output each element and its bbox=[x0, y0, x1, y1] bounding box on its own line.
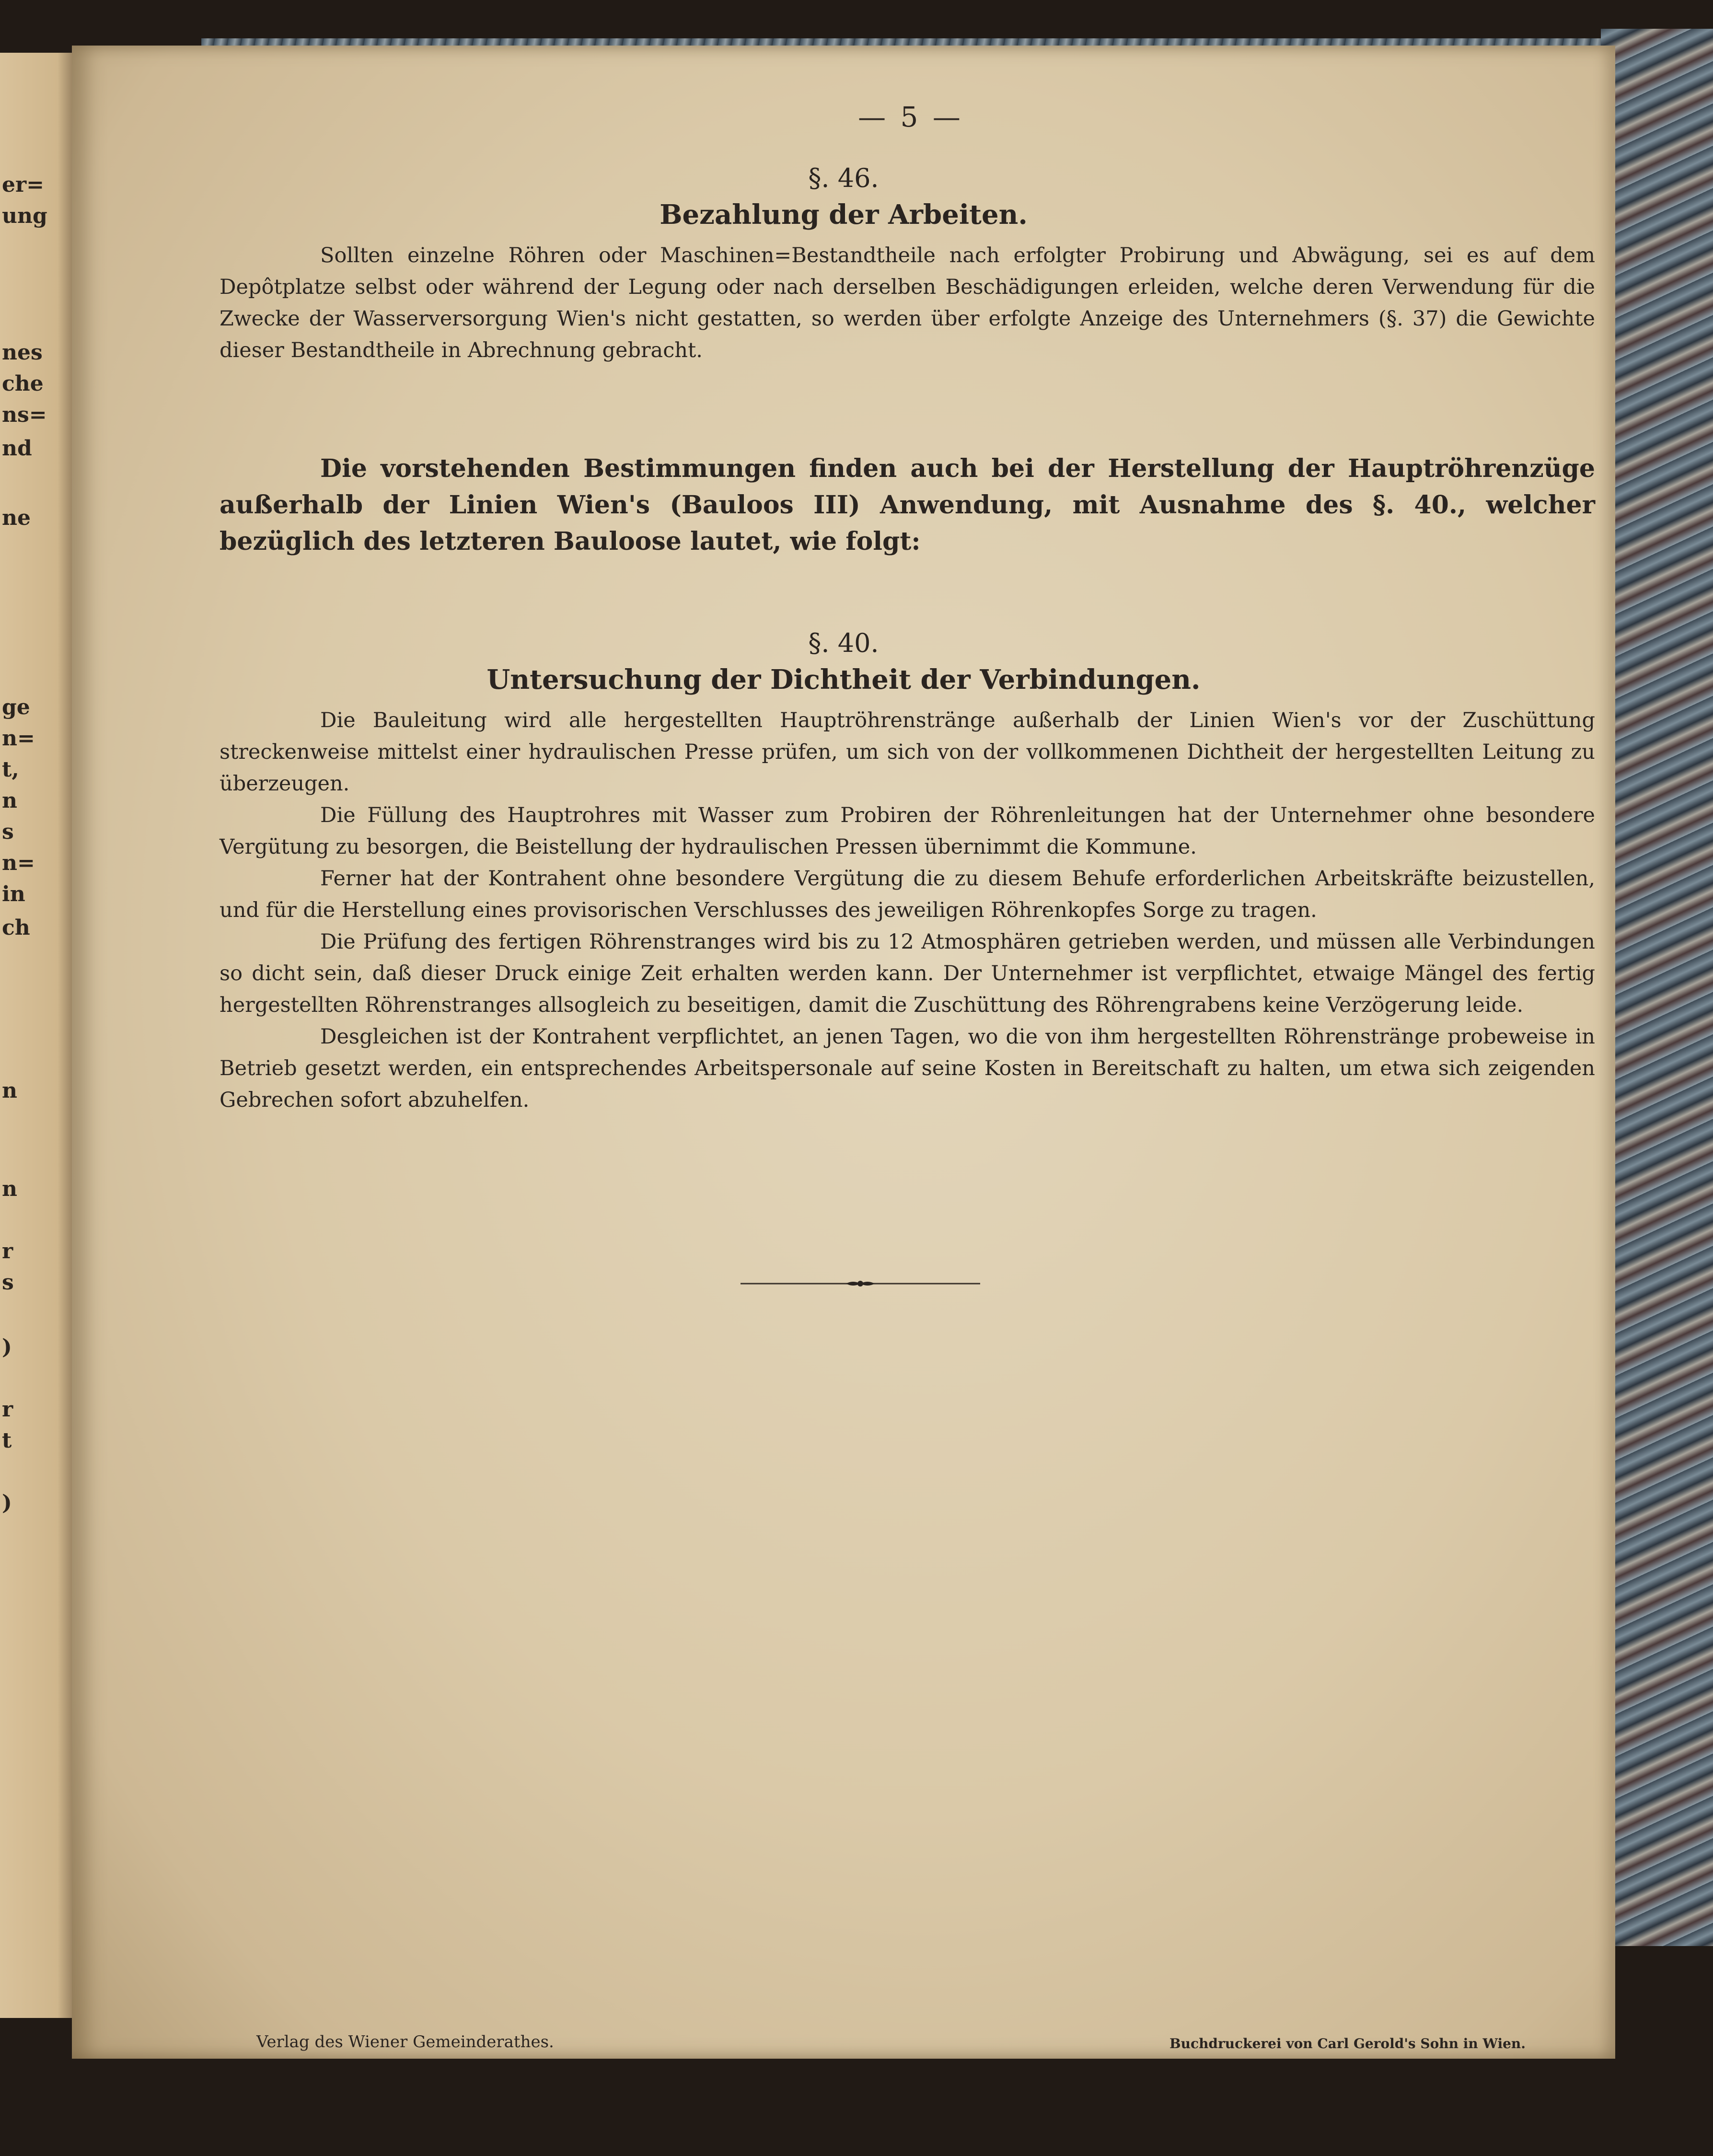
left-page-fragment: t bbox=[2, 1428, 12, 1453]
left-page-fragment: s bbox=[2, 820, 14, 844]
left-page-fragment: n= bbox=[2, 726, 35, 751]
left-page-fragment: s bbox=[2, 1270, 14, 1295]
footer-printer: Buchdruckerei von Carl Gerold's Sohn in Wien. bbox=[1169, 2036, 1526, 2052]
left-page-fragment: er= bbox=[2, 173, 45, 197]
footer-publisher: Verlag des Wiener Gemeinderathes. bbox=[256, 2032, 554, 2052]
left-page-fragment: r bbox=[2, 1397, 13, 1422]
section-heading: Untersuchung der Dichtheit der Verbindungen. bbox=[486, 664, 1201, 695]
document-page bbox=[72, 46, 1615, 2059]
paragraph: Die Prüfung des fertigen Röhrenstranges wird bis zu 12 Atmosphären getrieben werden, und müssen alle Verbindungen so dicht sein, daß dieser Druck einige Zeit erhalten werden kann. Der Unternehmer ist verpflichtet, etwaige Mängel des fertig hergestellten Röhrenstranges allsogleich zu beseitigen, damit die Zuschüttung des Röhrengrabens keine Verzögerung leide. bbox=[220, 930, 1595, 1017]
section-number: §. 40. bbox=[808, 628, 879, 658]
section-number: §. 46. bbox=[808, 163, 879, 193]
left-page-fragment: nd bbox=[2, 436, 32, 461]
left-page-fragment: ch bbox=[2, 916, 30, 940]
facing-page-left bbox=[0, 53, 77, 2018]
notice-paragraph: Die vorstehenden Bestimmungen finden auch bei der Herstellung der Hauptröhrenzüge außerhalb der Linien Wien's (Bauloos III) Anwendung, mit Ausnahme des §. 40., welcher bezüglich des letzteren Bauloose lautet, wie folgt: bbox=[220, 454, 1595, 556]
left-page-fragment: nes bbox=[2, 340, 43, 365]
section-body bbox=[220, 705, 1595, 1116]
paragraph: Die Bauleitung wird alle hergestellten Hauptröhrenstränge außerhalb der Linien Wien's vor der Zuschüttung streckenweise mittelst einer hydraulischen Presse prüfen, um sich von der vollkommenen Dichtheit der hergestellten Leitung zu überzeugen. bbox=[220, 708, 1595, 796]
section-body bbox=[220, 240, 1595, 366]
left-page-fragment: n bbox=[2, 788, 17, 813]
section-heading: Bezahlung der Arbeiten. bbox=[660, 199, 1028, 231]
left-page-fragment: in bbox=[2, 882, 25, 906]
left-page-fragment: r bbox=[2, 1239, 13, 1263]
left-page-fragment: t, bbox=[2, 757, 19, 782]
left-page-fragment: ung bbox=[2, 204, 47, 228]
left-page-fragment: n bbox=[2, 1078, 17, 1103]
paragraph: Desgleichen ist der Kontrahent verpflichtet, an jenen Tagen, wo die von ihm hergestellten Röhrenstränge probeweise in Betrieb gesetzt werden, ein entsprechendes Arbeitspersonale auf seine Kosten in Bereitschaft zu halten, um etwa sich zeigenden Gebrechen sofort abzuhelfen. bbox=[220, 1025, 1595, 1112]
left-page-fragment: ) bbox=[2, 1335, 12, 1359]
left-page-fragment: n bbox=[2, 1177, 17, 1201]
left-page-fragment: ge bbox=[2, 695, 30, 719]
left-page-fragment: che bbox=[2, 371, 44, 396]
paragraph: Sollten einzelne Röhren oder Maschinen=Bestandtheile nach erfolgter Probirung und Abwägung, sei es auf dem Depôtplatze selbst oder während der Legung oder nach derselben Beschädigungen erleiden, welche deren Verwendung für die Zwecke der Wasserversorgung Wien's nicht gestatten, so werden über erfolgte Anzeige des Unternehmers (§. 37) die Gewichte dieser Bestandtheile in Abrechnung gebracht. bbox=[220, 243, 1595, 362]
paragraph: Die Füllung des Hauptrohres mit Wasser zum Probiren der Röhrenleitungen hat der Unternehmer ohne besondere Vergütung zu besorgen, die Beistellung der hydraulischen Pressen übernimmt die Kommune. bbox=[220, 803, 1595, 859]
left-page-fragment: ) bbox=[2, 1491, 12, 1515]
left-page-fragment: ns= bbox=[2, 403, 47, 427]
paragraph: Ferner hat der Kontrahent ohne besondere Vergütung die zu diesem Behufe erforderlichen Arbeitskräfte beizustellen, und für die Herstellung eines provisorischen Verschlusses des jeweiligen Röhrenkopfes Sorge zu tragen. bbox=[220, 867, 1595, 922]
page-number: — 5 — bbox=[858, 101, 963, 133]
left-page-fragment: n= bbox=[2, 851, 35, 875]
left-page-fragment: ne bbox=[2, 506, 31, 530]
section-divider-ornament bbox=[741, 1279, 980, 1288]
book-cover-marbled-edge bbox=[1601, 29, 1713, 1946]
